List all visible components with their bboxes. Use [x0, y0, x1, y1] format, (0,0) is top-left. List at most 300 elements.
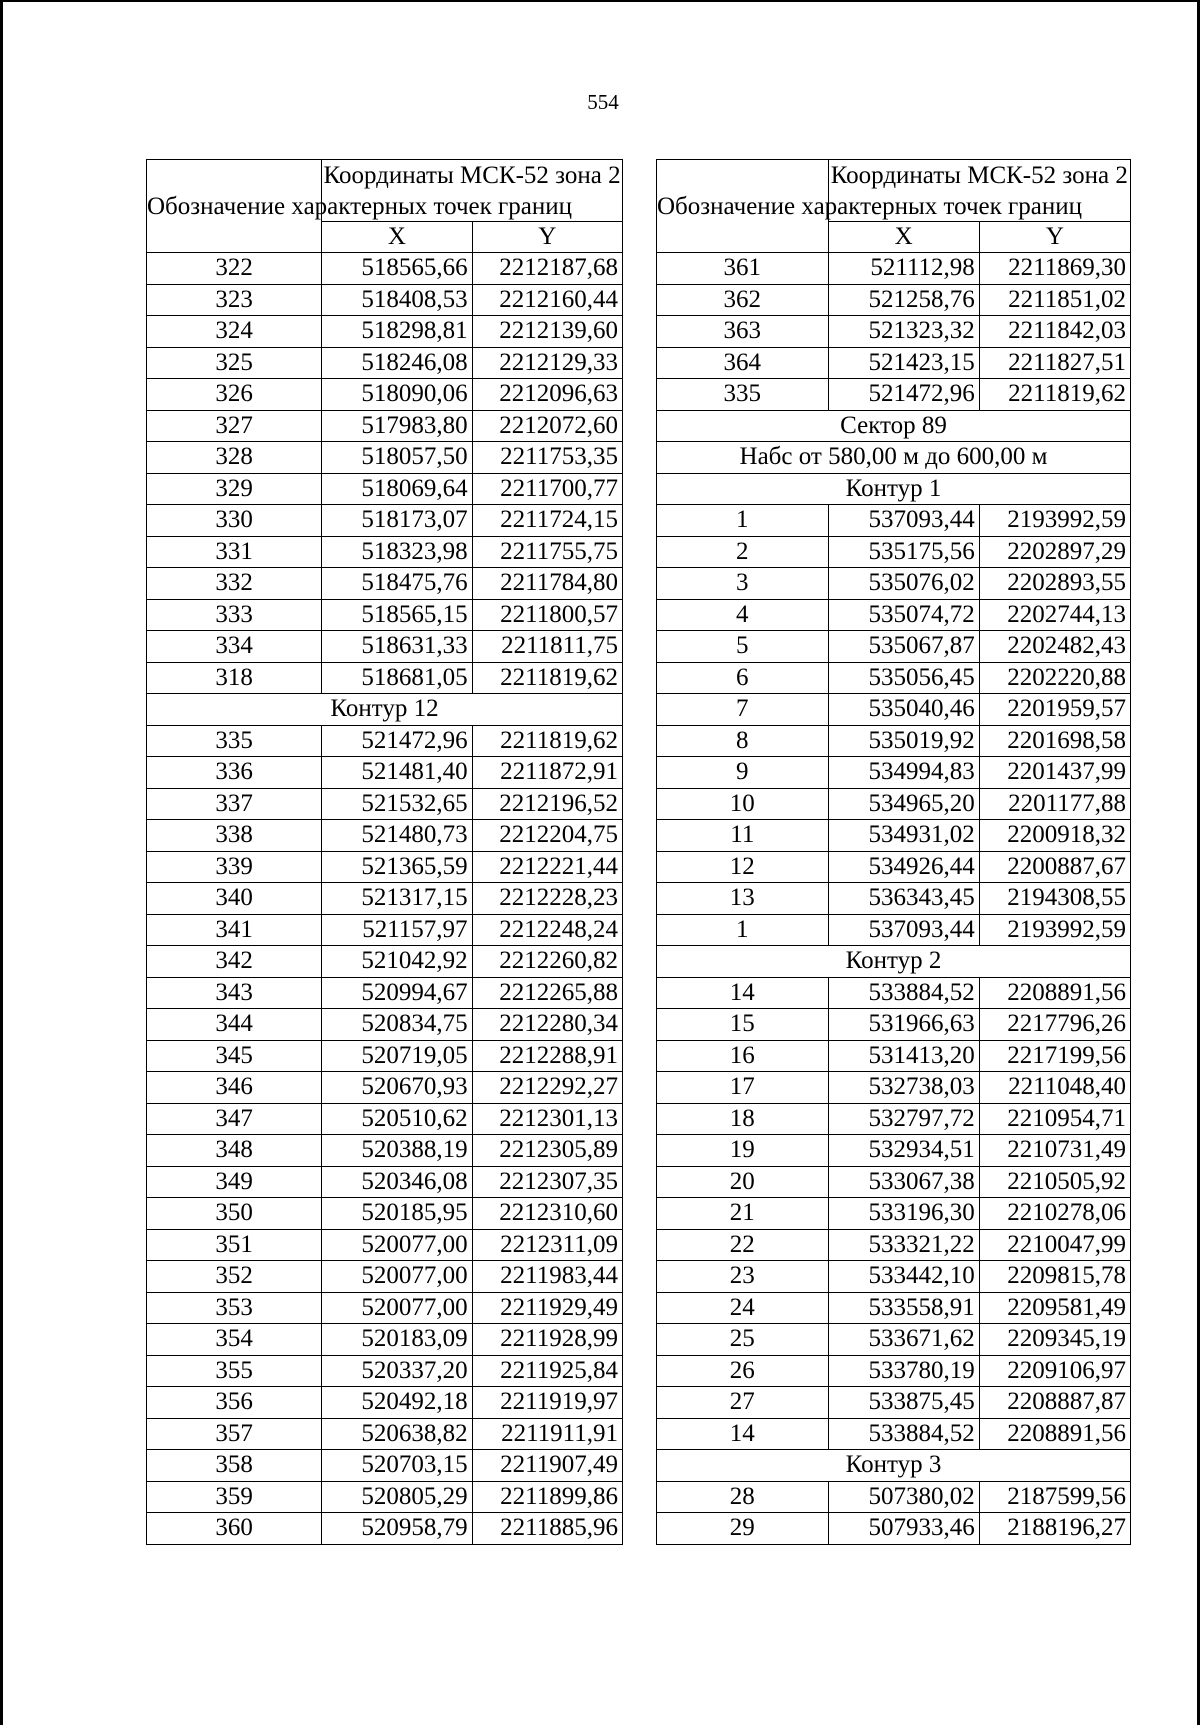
- point-id: 357: [147, 1418, 322, 1450]
- y-coordinate: 2212187,68: [472, 253, 622, 285]
- section-row: [657, 442, 1131, 474]
- table-row: [657, 1261, 1131, 1293]
- point-id: 335: [147, 725, 322, 757]
- header-y: Y: [472, 222, 622, 253]
- y-coordinate: 2212228,23: [472, 883, 622, 915]
- x-coordinate: 521317,15: [322, 883, 472, 915]
- point-id: 324: [147, 316, 322, 348]
- x-coordinate: 533884,52: [828, 977, 979, 1009]
- y-coordinate: 2209345,19: [979, 1324, 1130, 1356]
- table-row: [657, 379, 1131, 411]
- y-coordinate: 2211827,51: [979, 347, 1130, 379]
- point-id: 6: [657, 662, 829, 694]
- point-id: 342: [147, 946, 322, 978]
- table-row: [147, 1072, 623, 1104]
- x-coordinate: 532797,72: [828, 1103, 979, 1135]
- x-coordinate: 532934,51: [828, 1135, 979, 1167]
- point-id: 329: [147, 473, 322, 505]
- y-coordinate: 2212196,52: [472, 788, 622, 820]
- point-id: 1: [657, 914, 829, 946]
- x-coordinate: 518565,15: [322, 599, 472, 631]
- point-id: 328: [147, 442, 322, 474]
- point-id: 7: [657, 694, 829, 726]
- point-id: 358: [147, 1450, 322, 1482]
- y-coordinate: 2212248,24: [472, 914, 622, 946]
- table-row: [147, 914, 623, 946]
- point-id: 339: [147, 851, 322, 883]
- section-row: [657, 946, 1131, 978]
- y-coordinate: 2211928,99: [472, 1324, 622, 1356]
- point-id: 23: [657, 1261, 829, 1293]
- y-coordinate: 2212204,75: [472, 820, 622, 852]
- x-coordinate: 531413,20: [828, 1040, 979, 1072]
- point-id: 15: [657, 1009, 829, 1041]
- table-row: [657, 1009, 1131, 1041]
- x-coordinate: 520638,82: [322, 1418, 472, 1450]
- table-row: [657, 757, 1131, 789]
- section-title: Контур 2: [657, 946, 1131, 978]
- y-coordinate: 2210505,92: [979, 1166, 1130, 1198]
- table-row: [657, 1103, 1131, 1135]
- header-x: X: [828, 222, 979, 253]
- point-id: 4: [657, 599, 829, 631]
- y-coordinate: 2193992,59: [979, 505, 1130, 537]
- y-coordinate: 2212288,91: [472, 1040, 622, 1072]
- point-id: 351: [147, 1229, 322, 1261]
- y-coordinate: 2201177,88: [979, 788, 1130, 820]
- table-row: [657, 599, 1131, 631]
- x-coordinate: 521532,65: [322, 788, 472, 820]
- x-coordinate: 521365,59: [322, 851, 472, 883]
- y-coordinate: 2201437,99: [979, 757, 1130, 789]
- x-coordinate: 521042,92: [322, 946, 472, 978]
- point-id: 10: [657, 788, 829, 820]
- point-id: 334: [147, 631, 322, 663]
- header-point-label: Обозначение характерных точек границ: [657, 160, 829, 253]
- point-id: 344: [147, 1009, 322, 1041]
- x-coordinate: 533875,45: [828, 1387, 979, 1419]
- point-id: 361: [657, 253, 829, 285]
- x-coordinate: 533321,22: [828, 1229, 979, 1261]
- table-row: [657, 347, 1131, 379]
- table-row: [147, 1040, 623, 1072]
- x-coordinate: 520388,19: [322, 1135, 472, 1167]
- point-id: 12: [657, 851, 829, 883]
- point-id: 318: [147, 662, 322, 694]
- point-id: 2: [657, 536, 829, 568]
- header-y: Y: [979, 222, 1130, 253]
- point-id: 355: [147, 1355, 322, 1387]
- point-id: 323: [147, 284, 322, 316]
- x-coordinate: 507933,46: [828, 1513, 979, 1545]
- section-row: [657, 410, 1131, 442]
- x-coordinate: 520958,79: [322, 1513, 472, 1545]
- x-coordinate: 533780,19: [828, 1355, 979, 1387]
- x-coordinate: 533442,10: [828, 1261, 979, 1293]
- x-coordinate: 520834,75: [322, 1009, 472, 1041]
- y-coordinate: 2211755,75: [472, 536, 622, 568]
- point-id: 341: [147, 914, 322, 946]
- table-row: [147, 1166, 623, 1198]
- y-coordinate: 2217796,26: [979, 1009, 1130, 1041]
- y-coordinate: 2210278,06: [979, 1198, 1130, 1230]
- section-title: Контур 1: [657, 473, 1131, 505]
- x-coordinate: 521112,98: [828, 253, 979, 285]
- y-coordinate: 2212305,89: [472, 1135, 622, 1167]
- x-coordinate: 520805,29: [322, 1481, 472, 1513]
- y-coordinate: 2211869,30: [979, 253, 1130, 285]
- point-id: 333: [147, 599, 322, 631]
- x-coordinate: 520077,00: [322, 1261, 472, 1293]
- table-row: [147, 473, 623, 505]
- y-coordinate: 2211800,57: [472, 599, 622, 631]
- y-coordinate: 2193992,59: [979, 914, 1130, 946]
- table-row: [657, 1324, 1131, 1356]
- point-id: 360: [147, 1513, 322, 1545]
- point-id: 362: [657, 284, 829, 316]
- point-id: 352: [147, 1261, 322, 1293]
- y-coordinate: 2212310,60: [472, 1198, 622, 1230]
- x-coordinate: 518681,05: [322, 662, 472, 694]
- table-row: [657, 662, 1131, 694]
- table-row: [657, 284, 1131, 316]
- table-row: [147, 316, 623, 348]
- point-id: 346: [147, 1072, 322, 1104]
- point-id: 364: [657, 347, 829, 379]
- y-coordinate: 2211819,62: [472, 725, 622, 757]
- section-row: [657, 473, 1131, 505]
- x-coordinate: 520346,08: [322, 1166, 472, 1198]
- point-id: 18: [657, 1103, 829, 1135]
- y-coordinate: 2188196,27: [979, 1513, 1130, 1545]
- y-coordinate: 2201959,57: [979, 694, 1130, 726]
- y-coordinate: 2209581,49: [979, 1292, 1130, 1324]
- table-row: [147, 946, 623, 978]
- point-id: 343: [147, 977, 322, 1009]
- x-coordinate: 520994,67: [322, 977, 472, 1009]
- table-row: [657, 1198, 1131, 1230]
- table-row: [147, 662, 623, 694]
- section-title: Сектор 89: [657, 410, 1131, 442]
- point-id: 338: [147, 820, 322, 852]
- table-row: [147, 379, 623, 411]
- y-coordinate: 2202744,13: [979, 599, 1130, 631]
- y-coordinate: 2210954,71: [979, 1103, 1130, 1135]
- x-coordinate: 518323,98: [322, 536, 472, 568]
- point-id: 11: [657, 820, 829, 852]
- point-id: 21: [657, 1198, 829, 1230]
- x-coordinate: 520337,20: [322, 1355, 472, 1387]
- section-title: Набс от 580,00 м до 600,00 м: [657, 442, 1131, 474]
- y-coordinate: 2211784,80: [472, 568, 622, 600]
- table-row: [657, 316, 1131, 348]
- table-row: [147, 820, 623, 852]
- point-id: 14: [657, 1418, 829, 1450]
- y-coordinate: 2200918,32: [979, 820, 1130, 852]
- header-point-label: Обозначение характерных точек границ: [147, 160, 322, 253]
- table-row: [147, 1481, 623, 1513]
- table-row: [657, 536, 1131, 568]
- point-id: 326: [147, 379, 322, 411]
- table-row: [147, 410, 623, 442]
- point-id: 340: [147, 883, 322, 915]
- y-coordinate: 2211753,35: [472, 442, 622, 474]
- table-row: [147, 883, 623, 915]
- table-row: [147, 977, 623, 1009]
- table-row: [147, 1135, 623, 1167]
- y-coordinate: 2208887,87: [979, 1387, 1130, 1419]
- coordinates-table-left: [146, 159, 623, 1545]
- x-coordinate: 535074,72: [828, 599, 979, 631]
- x-coordinate: 533196,30: [828, 1198, 979, 1230]
- x-coordinate: 521423,15: [828, 347, 979, 379]
- x-coordinate: 521472,96: [828, 379, 979, 411]
- table-row: [657, 788, 1131, 820]
- y-coordinate: 2202220,88: [979, 662, 1130, 694]
- x-coordinate: 535040,46: [828, 694, 979, 726]
- header-coordinates: Координаты МСК-52 зона 2: [828, 160, 1130, 222]
- x-coordinate: 535056,45: [828, 662, 979, 694]
- x-coordinate: 520185,95: [322, 1198, 472, 1230]
- coordinates-table-right: [656, 159, 1131, 1545]
- point-id: 8: [657, 725, 829, 757]
- point-id: 332: [147, 568, 322, 600]
- y-coordinate: 2211925,84: [472, 1355, 622, 1387]
- y-coordinate: 2187599,56: [979, 1481, 1130, 1513]
- point-id: 348: [147, 1135, 322, 1167]
- point-id: 322: [147, 253, 322, 285]
- y-coordinate: 2211819,62: [472, 662, 622, 694]
- y-coordinate: 2202897,29: [979, 536, 1130, 568]
- point-id: 26: [657, 1355, 829, 1387]
- x-coordinate: 533558,91: [828, 1292, 979, 1324]
- page-number: 554: [587, 90, 619, 114]
- y-coordinate: 2212280,34: [472, 1009, 622, 1041]
- x-coordinate: 520077,00: [322, 1292, 472, 1324]
- x-coordinate: 518408,53: [322, 284, 472, 316]
- x-coordinate: 520510,62: [322, 1103, 472, 1135]
- y-coordinate: 2194308,55: [979, 883, 1130, 915]
- point-id: 337: [147, 788, 322, 820]
- table-row: [147, 253, 623, 285]
- x-coordinate: 518090,06: [322, 379, 472, 411]
- x-coordinate: 521157,97: [322, 914, 472, 946]
- point-id: 27: [657, 1387, 829, 1419]
- y-coordinate: 2208891,56: [979, 977, 1130, 1009]
- table-row: [147, 1261, 623, 1293]
- point-id: 20: [657, 1166, 829, 1198]
- table-row: [147, 757, 623, 789]
- y-coordinate: 2211724,15: [472, 505, 622, 537]
- point-id: 349: [147, 1166, 322, 1198]
- x-coordinate: 518298,81: [322, 316, 472, 348]
- y-coordinate: 2211983,44: [472, 1261, 622, 1293]
- x-coordinate: 532738,03: [828, 1072, 979, 1104]
- section-row: [657, 1450, 1131, 1482]
- point-id: 354: [147, 1324, 322, 1356]
- table-row: [147, 851, 623, 883]
- point-id: 363: [657, 316, 829, 348]
- x-coordinate: 518631,33: [322, 631, 472, 663]
- table-row: [657, 1418, 1131, 1450]
- table-row: [147, 442, 623, 474]
- x-coordinate: 534994,83: [828, 757, 979, 789]
- table-row: [147, 1103, 623, 1135]
- y-coordinate: 2211919,97: [472, 1387, 622, 1419]
- point-id: 359: [147, 1481, 322, 1513]
- x-coordinate: 518565,66: [322, 253, 472, 285]
- point-id: 5: [657, 631, 829, 663]
- point-id: 330: [147, 505, 322, 537]
- point-id: 350: [147, 1198, 322, 1230]
- table-row: [657, 1040, 1131, 1072]
- x-coordinate: 520183,09: [322, 1324, 472, 1356]
- section-title: Контур 12: [147, 694, 623, 726]
- table-row: [657, 1513, 1131, 1545]
- x-coordinate: 534926,44: [828, 851, 979, 883]
- x-coordinate: 535076,02: [828, 568, 979, 600]
- table-row: [147, 631, 623, 663]
- y-coordinate: 2211911,91: [472, 1418, 622, 1450]
- y-coordinate: 2211907,49: [472, 1450, 622, 1482]
- point-id: 325: [147, 347, 322, 379]
- point-id: 345: [147, 1040, 322, 1072]
- section-title: Контур 3: [657, 1450, 1131, 1482]
- x-coordinate: 534965,20: [828, 788, 979, 820]
- y-coordinate: 2211048,40: [979, 1072, 1130, 1104]
- table-row: [657, 883, 1131, 915]
- x-coordinate: 507380,02: [828, 1481, 979, 1513]
- x-coordinate: 531966,63: [828, 1009, 979, 1041]
- y-coordinate: 2200887,67: [979, 851, 1130, 883]
- y-coordinate: 2208891,56: [979, 1418, 1130, 1450]
- x-coordinate: 518069,64: [322, 473, 472, 505]
- y-coordinate: 2212301,13: [472, 1103, 622, 1135]
- table-row: [657, 1135, 1131, 1167]
- table-row: [147, 599, 623, 631]
- table-row: [657, 851, 1131, 883]
- y-coordinate: 2211929,49: [472, 1292, 622, 1324]
- y-coordinate: 2211811,75: [472, 631, 622, 663]
- x-coordinate: 518246,08: [322, 347, 472, 379]
- table-row: [657, 725, 1131, 757]
- y-coordinate: 2212265,88: [472, 977, 622, 1009]
- x-coordinate: 537093,44: [828, 914, 979, 946]
- y-coordinate: 2212292,27: [472, 1072, 622, 1104]
- y-coordinate: 2212307,35: [472, 1166, 622, 1198]
- y-coordinate: 2202893,55: [979, 568, 1130, 600]
- table-row: [147, 1513, 623, 1545]
- point-id: 17: [657, 1072, 829, 1104]
- x-coordinate: 520492,18: [322, 1387, 472, 1419]
- point-id: 22: [657, 1229, 829, 1261]
- y-coordinate: 2211842,03: [979, 316, 1130, 348]
- table-row: [147, 1355, 623, 1387]
- point-id: 13: [657, 883, 829, 915]
- point-id: 335: [657, 379, 829, 411]
- table-row: [657, 1166, 1131, 1198]
- table-row: [147, 1198, 623, 1230]
- point-id: 25: [657, 1324, 829, 1356]
- table-row: [147, 1324, 623, 1356]
- x-coordinate: 521480,73: [322, 820, 472, 852]
- point-id: 16: [657, 1040, 829, 1072]
- y-coordinate: 2202482,43: [979, 631, 1130, 663]
- x-coordinate: 535019,92: [828, 725, 979, 757]
- table-row: [657, 1292, 1131, 1324]
- table-row: [147, 505, 623, 537]
- section-row: [147, 694, 623, 726]
- table-row: [147, 1450, 623, 1482]
- x-coordinate: 535175,56: [828, 536, 979, 568]
- header-x: X: [322, 222, 472, 253]
- x-coordinate: 518057,50: [322, 442, 472, 474]
- y-coordinate: 2201698,58: [979, 725, 1130, 757]
- table-row: [657, 1355, 1131, 1387]
- table-row: [147, 284, 623, 316]
- table-row: [147, 536, 623, 568]
- table-row: [147, 347, 623, 379]
- point-id: 331: [147, 536, 322, 568]
- point-id: 1: [657, 505, 829, 537]
- table-row: [657, 914, 1131, 946]
- x-coordinate: 533671,62: [828, 1324, 979, 1356]
- x-coordinate: 533067,38: [828, 1166, 979, 1198]
- table-row: [657, 1481, 1131, 1513]
- x-coordinate: 520077,00: [322, 1229, 472, 1261]
- header-coordinates: Координаты МСК-52 зона 2: [322, 160, 623, 222]
- x-coordinate: 520670,93: [322, 1072, 472, 1104]
- table-row: [657, 1229, 1131, 1261]
- x-coordinate: 521481,40: [322, 757, 472, 789]
- y-coordinate: 2210731,49: [979, 1135, 1130, 1167]
- y-coordinate: 2212311,09: [472, 1229, 622, 1261]
- x-coordinate: 535067,87: [828, 631, 979, 663]
- table-row: [657, 1387, 1131, 1419]
- x-coordinate: 518475,76: [322, 568, 472, 600]
- y-coordinate: 2211700,77: [472, 473, 622, 505]
- y-coordinate: 2217199,56: [979, 1040, 1130, 1072]
- x-coordinate: 521258,76: [828, 284, 979, 316]
- point-id: 347: [147, 1103, 322, 1135]
- table-row: [657, 631, 1131, 663]
- point-id: 3: [657, 568, 829, 600]
- table-row: [147, 725, 623, 757]
- table-row: [657, 568, 1131, 600]
- y-coordinate: 2212072,60: [472, 410, 622, 442]
- table-row: [657, 694, 1131, 726]
- y-coordinate: 2212129,33: [472, 347, 622, 379]
- table-row: [147, 1229, 623, 1261]
- y-coordinate: 2211819,62: [979, 379, 1130, 411]
- y-coordinate: 2212260,82: [472, 946, 622, 978]
- y-coordinate: 2209815,78: [979, 1261, 1130, 1293]
- table-row: [657, 977, 1131, 1009]
- table-row: [147, 1387, 623, 1419]
- point-id: 336: [147, 757, 322, 789]
- table-row: [657, 253, 1131, 285]
- point-id: 9: [657, 757, 829, 789]
- x-coordinate: 518173,07: [322, 505, 472, 537]
- point-id: 28: [657, 1481, 829, 1513]
- point-id: 24: [657, 1292, 829, 1324]
- table-row: [147, 1009, 623, 1041]
- y-coordinate: 2210047,99: [979, 1229, 1130, 1261]
- x-coordinate: 520719,05: [322, 1040, 472, 1072]
- y-coordinate: 2211899,86: [472, 1481, 622, 1513]
- y-coordinate: 2211872,91: [472, 757, 622, 789]
- point-id: 29: [657, 1513, 829, 1545]
